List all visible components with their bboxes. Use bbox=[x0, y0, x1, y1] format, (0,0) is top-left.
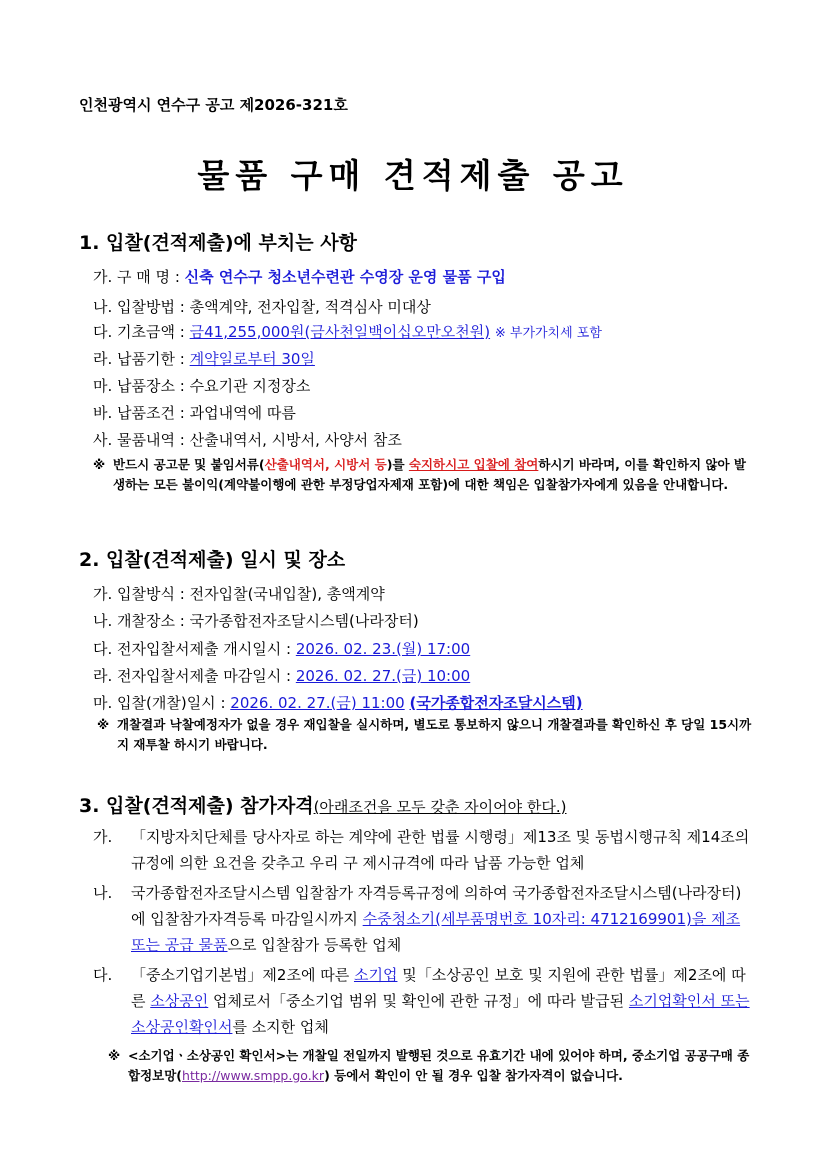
s3-note: ※ <소기업ㆍ소상공인 확인서>는 개찰일 전일까지 발행된 것으로 유효기간 내에 있어야 하며, 중소기업 공공구매 종합정보망(http://www.smpp.go.kr) 등에서 확인이 안 될 경우 입찰 참가자격이 없습니다. bbox=[108, 1048, 750, 1083]
s2-item-place: 나. 개찰장소 : 국가종합전자조달시스템(나라장터) bbox=[93, 612, 419, 630]
section2-heading: 2. 입찰(견적제출) 일시 및 장소 bbox=[79, 549, 346, 571]
s1-item-condition: 바. 납품조건 : 과업내역에 따름 bbox=[93, 404, 296, 422]
s2-item-end: 라. 전자입찰서제출 마감일시 : 2026. 02. 27.(금) 10:00 bbox=[93, 667, 471, 685]
s2-item-open: 마. 입찰(개찰)일시 : 2026. 02. 27.(금) 11:00 (국가종합전자조달시스템) bbox=[93, 694, 583, 712]
s3-item-ga: 가. 「지방자치단체를 당사자로 하는 계약에 관한 법률 시행령」제13조 및 동법시행규칙 제14조의 규정에 의한 요건을 갖추고 우리 구 제시규격에 따라 납품 가능한 업체 bbox=[93, 828, 750, 872]
s3-item-da: 다. 「중소기업기본법」제2조에 따른 소기업 및「소상공인 보호 및 지원에 관한 법률」제2조에 따른 소상공인 업체로서「중소기업 범위 및 확인에 관한 규정」에 따라 발급된 소기업확인서 또는 소상공인확인서를 소지한 업체 bbox=[93, 966, 750, 1036]
s1-item-goods: 사. 물품내역 : 산출내역서, 시방서, 사양서 참조 bbox=[93, 431, 402, 449]
s1-item-name: 가. 구 매 명 : 신축 연수구 청소년수련관 수영장 운영 물품 구입 bbox=[93, 268, 506, 286]
page-title: 물품 구매 견적제출 공고 bbox=[197, 156, 629, 195]
section3-heading: 3. 입찰(견적제출) 참가자격(아래조건을 모두 갖춘 자이어야 한다.) bbox=[79, 795, 567, 817]
s2-item-start: 다. 전자입찰서제출 개시일시 : 2026. 02. 23.(월) 17:00 bbox=[93, 640, 471, 658]
notice-number: 인천광역시 연수구 공고 제2026-321호 bbox=[79, 96, 348, 114]
s1-item-base-amount: 다. 기초금액 : 금41,255,000원(금사천일백이십오만오천원) ※ 부가가치세 포함 bbox=[93, 323, 602, 341]
s1-note: ※ 반드시 공고문 및 붙임서류(산출내역서, 시방서 등)를 숙지하시고 입찰에 참여하시기 바라며, 이를 확인하지 않아 발생하는 모든 불이익(계약불이행에 관한 부정당업자제재 포함)에 대한 책임은 입찰참가자에게 있음을 안내합니다. bbox=[93, 457, 746, 492]
s1-item-deadline: 라. 납품기한 : 계약일로부터 30일 bbox=[93, 350, 315, 368]
section1-heading: 1. 입찰(견적제출)에 부치는 사항 bbox=[79, 232, 357, 254]
s3-item-na: 나. 국가종합전자조달시스템 입찰참가 자격등록규정에 의하여 국가종합전자조달시스템(나라장터)에 입찰참가자격등록 마감일시까지 수중청소기(세부품명번호 10자리: 4712169901)을 제조 또는 공급 물품으로 입찰참가 등록한 업체 bbox=[93, 884, 742, 954]
s2-item-method: 가. 입찰방식 : 전자입찰(국내입찰), 총액계약 bbox=[93, 585, 385, 603]
s1-item-place: 마. 납품장소 : 수요기관 지정장소 bbox=[93, 377, 311, 395]
smpp-link[interactable]: http://www.smpp.go.kr bbox=[182, 1068, 325, 1083]
s1-item-method: 나. 입찰방법 : 총액계약, 전자입찰, 적격심사 미대상 bbox=[93, 298, 431, 316]
s2-note: ※ 개찰결과 낙찰예정자가 없을 경우 재입찰을 실시하며, 별도로 통보하지 않으니 개찰결과를 확인하신 후 당일 15시까지 재투찰 하시기 바랍니다. bbox=[97, 717, 752, 752]
